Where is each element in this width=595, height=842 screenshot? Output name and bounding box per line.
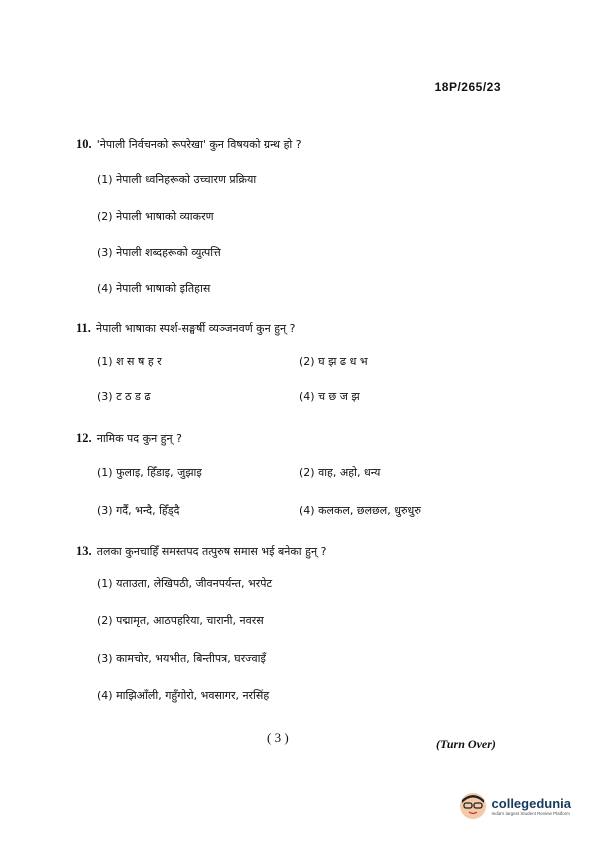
question-11 [76, 317, 296, 336]
question-number: 12. [76, 431, 92, 445]
question-12 [76, 427, 182, 446]
option-12-4: (4) कलकल, छलछल, धुरुधुरु [299, 504, 421, 517]
option-13-3: (3) कामचोर, भयभीत, बिन्तीपत्र, घरज्वाइँ [97, 652, 266, 665]
question-number: 13. [76, 544, 92, 558]
option-10-3: (3) नेपाली शब्दहरूको व्युत्पत्ति [97, 246, 221, 259]
question-13 [76, 540, 326, 559]
question-text: नामिक पद कुन हुन् ? [96, 432, 182, 445]
question-text: तलका कुनचाहिँ समस्तपद तत्पुरुष समास भई बनेका हुन् ? [96, 545, 327, 558]
option-11-1: (1) श स ष ह र [97, 355, 162, 368]
logo-name: collegedunia [491, 796, 571, 811]
logo-tagline: India's largest Student Review Platform [491, 811, 570, 816]
option-10-4: (4) नेपाली भाषाको इतिहास [97, 282, 211, 295]
question-text: नेपाली भाषाका स्पर्श-सङ्घर्षी व्यञ्जनवर्ण कुन हुन् ? [96, 322, 296, 335]
option-12-2: (2) वाह, अहो, धन्य [299, 466, 381, 479]
collegedunia-logo [459, 792, 571, 820]
option-13-2: (2) पद्मामृत, आठपहरिया, चारानी, नवरस [97, 614, 264, 627]
option-13-4: (4) माझिआँली, गहुँगोरो, भवसागर, नरसिंह [97, 689, 270, 702]
question-10 [76, 133, 302, 152]
paper-code: 18P/265/23 [434, 80, 501, 94]
option-13-1: (1) यताउता, लेखिपठी, जीवनपर्यन्त, भरपेट [97, 577, 273, 590]
option-12-3: (3) गर्दैं, भन्दै, हिँड्दै [97, 504, 180, 517]
option-12-1: (1) फुलाइ, हिँडाइ, जुझाइ [97, 466, 202, 479]
student-avatar-icon [459, 792, 487, 820]
page-number: ( 3 ) [267, 730, 289, 745]
question-number: 10. [76, 137, 92, 151]
option-10-2: (2) नेपाली भाषाको व्याकरण [97, 210, 214, 223]
option-11-3: (3) ट ठ ड ढ [97, 390, 151, 403]
option-11-4: (4) च छ ज झ [299, 390, 360, 403]
question-text: 'नेपाली निर्वचनको रूपरेखा' कुन विषयको ग्रन्थ हो ? [96, 138, 302, 151]
turn-over-note: (Turn Over) [436, 737, 496, 751]
option-11-2: (2) घ झ ढ ध भ [299, 355, 368, 368]
question-number: 11. [76, 321, 91, 335]
option-10-1: (1) नेपाली ध्वनिहरूको उच्चारण प्रक्रिया [97, 173, 257, 186]
